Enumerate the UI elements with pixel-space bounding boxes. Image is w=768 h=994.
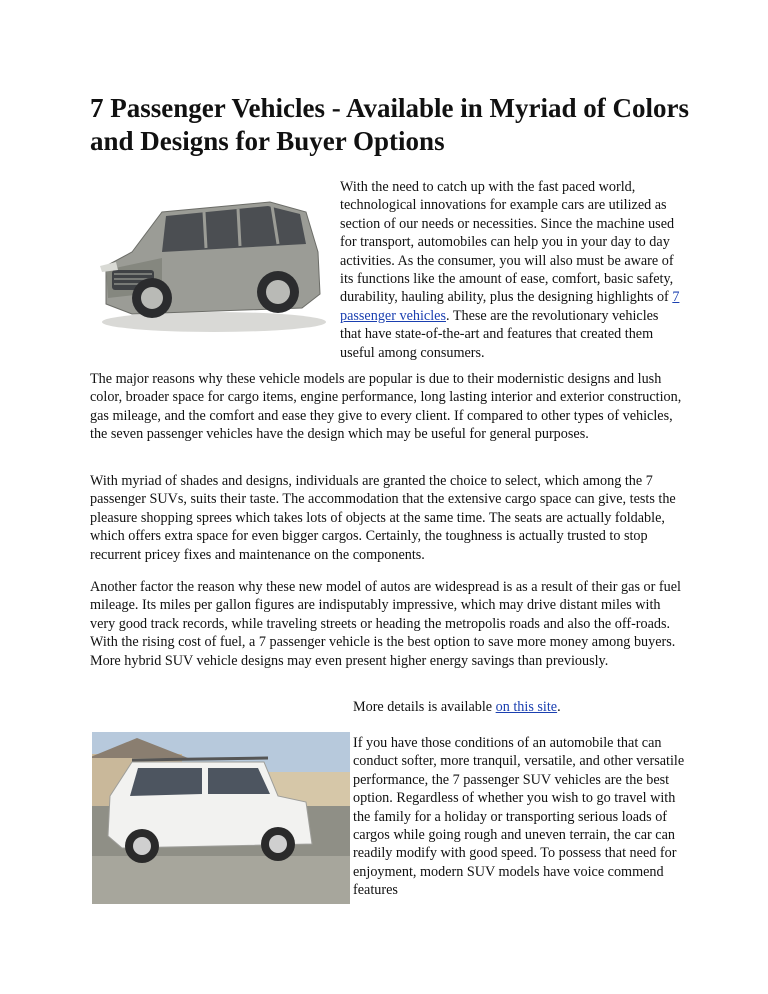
passenger-vehicles-link[interactable]: 7 passenger vehicles [340,289,680,324]
paragraph-suv-performance: If you have those conditions of an automobile that can conduct softer, more tranquil, versatile, and other versatile performance, the 7 passenger SUV vehicles are the best option. Regardless of whether you wish to go travel with the family for a holiday or transporting serious loads of cargos while going rough and uneven terrain, the car can readily modify with good speed. To possess that need for enjoyment, modern SUV models have voice commend features [353,735,685,899]
intro-text-end: . These are the revolutionary vehicles that have state-of-the-art and features that created them useful among consumers. [340,307,659,361]
page-title: 7 Passenger Vehicles - Available in Myriad of Colors and Designs for Buyer Options [90,93,689,156]
on-this-site-link[interactable]: on this site [495,699,558,715]
paragraph-shades-designs: With myriad of shades and designs, individuals are granted the choice to select, which among the 7 passenger SUVs, suits their taste. The accommodation that the extensive cargo space can give, tests the pleasure shopping sprees which takes lots of objects at the same time. The seats are actually foldable, which offers extra space for even bigger cargos. Certainly, the toughness is actually trusted to stop recurrent pricey fixes and maintenance on the components. [90,473,676,563]
intro-text-start: With the need to catch up with the fast paced world, technological innovations for example cars are utilized as section of our needs or necessities. Since the machine used for transport, automobiles can help you in your day to day activities. As the consumer, you will also must be aware of its functions like the amount of ease, comfort, basic safety, durability, hauling ability, plus the designing highlights of [340,179,675,306]
intro-paragraph [340,178,682,362]
paragraph-fuel-mileage: Another factor the reason why these new model of autos are widespread is as a result of their gas or fuel mileage. Its miles per gallon figures are indisputably impressive, which may drive distant miles with very good track records, while traveling streets or heading the metropolis roads and also the off-roads. With the rising cost of fuel, a 7 passenger vehicle is the best option to save more money among buyers. More hybrid SUV vehicle designs may even present higher energy savings than previously. [90,579,681,669]
details-line [353,698,683,716]
white-suv-photo [92,732,350,904]
silver-suv-photo [92,182,328,340]
paragraph-popularity: The major reasons why these vehicle models are popular is due to their modernistic designs and lush color, broader space for cargo items, engine performance, long lasting interior and exterior construction, gas mileage, and the comfort and ease they give to every client. If compared to other types of vehicles, the seven passenger vehicles have the design which may be useful for general purposes. [90,371,682,443]
details-period: . [557,699,561,715]
details-text: More details is available [353,699,496,715]
